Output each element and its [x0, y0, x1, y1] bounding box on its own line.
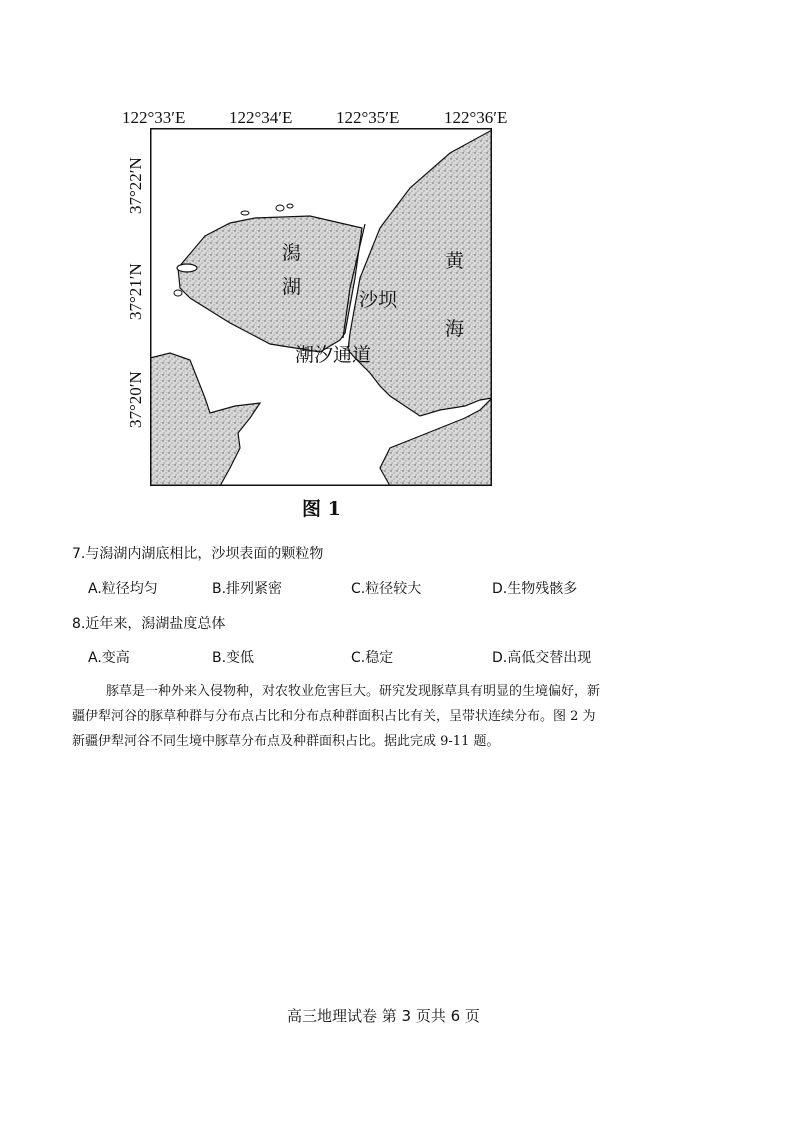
option-a: A.粒径均匀 — [88, 581, 158, 597]
latitude-label: 37°22′N — [126, 157, 145, 214]
longitude-label: 122°33′E — [122, 108, 186, 127]
longitude-label: 122°36′E — [444, 108, 508, 127]
map-label-sandbar: 沙坝 — [359, 289, 398, 311]
map-label-lagoon: 湖 — [282, 276, 302, 298]
option-b: B.变低 — [212, 650, 255, 666]
passage-line: 豚草是一种外来入侵物种，对农牧业危害巨大。研究发现豚草具有明显的生境偏好，新 — [106, 684, 601, 699]
question-stem: 8.近年来，潟湖盐度总体 — [72, 616, 226, 632]
passage-line: 疆伊犁河谷的豚草种群与分布点占比和分布点种群面积占比有关，呈带状连续分布。图 2 为 — [72, 709, 596, 724]
option-c: C.稳定 — [351, 650, 394, 666]
island — [276, 205, 284, 211]
option-d: D.高低交替出现 — [492, 650, 592, 666]
map-label-lagoon: 潟 — [282, 242, 302, 264]
latitude-label: 37°20′N — [126, 371, 145, 428]
option-b: B.排列紧密 — [212, 581, 283, 597]
map-label-sea: 黄 — [445, 250, 465, 272]
question-stem: 7.与潟湖内湖底相比，沙坝表面的颗粒物 — [72, 546, 324, 562]
passage-line: 新疆伊犁河谷不同生境中豚草分布点及种群面积占比。据此完成 9-11 题。 — [72, 734, 500, 749]
longitude-label: 122°34′E — [229, 108, 293, 127]
lagoon-area — [178, 216, 362, 352]
option-c: C.粒径较大 — [351, 581, 422, 597]
south-land — [150, 353, 260, 486]
map-label-sea: 海 — [445, 318, 465, 340]
lagoon-map — [150, 128, 492, 486]
page-footer: 高三地理试卷 第 3 页共 6 页 — [287, 1007, 480, 1025]
sea-area — [348, 130, 492, 416]
latitude-label: 37°21′N — [126, 263, 145, 320]
map-label-channel: 潮汐通道 — [295, 344, 372, 366]
island — [177, 264, 197, 272]
island — [174, 290, 182, 296]
option-a: A.变高 — [88, 650, 130, 666]
island — [241, 211, 249, 215]
longitude-label: 122°35′E — [336, 108, 400, 127]
island — [287, 204, 293, 208]
figure-caption: 图 1 — [302, 498, 341, 520]
option-d: D.生物残骸多 — [492, 581, 578, 597]
